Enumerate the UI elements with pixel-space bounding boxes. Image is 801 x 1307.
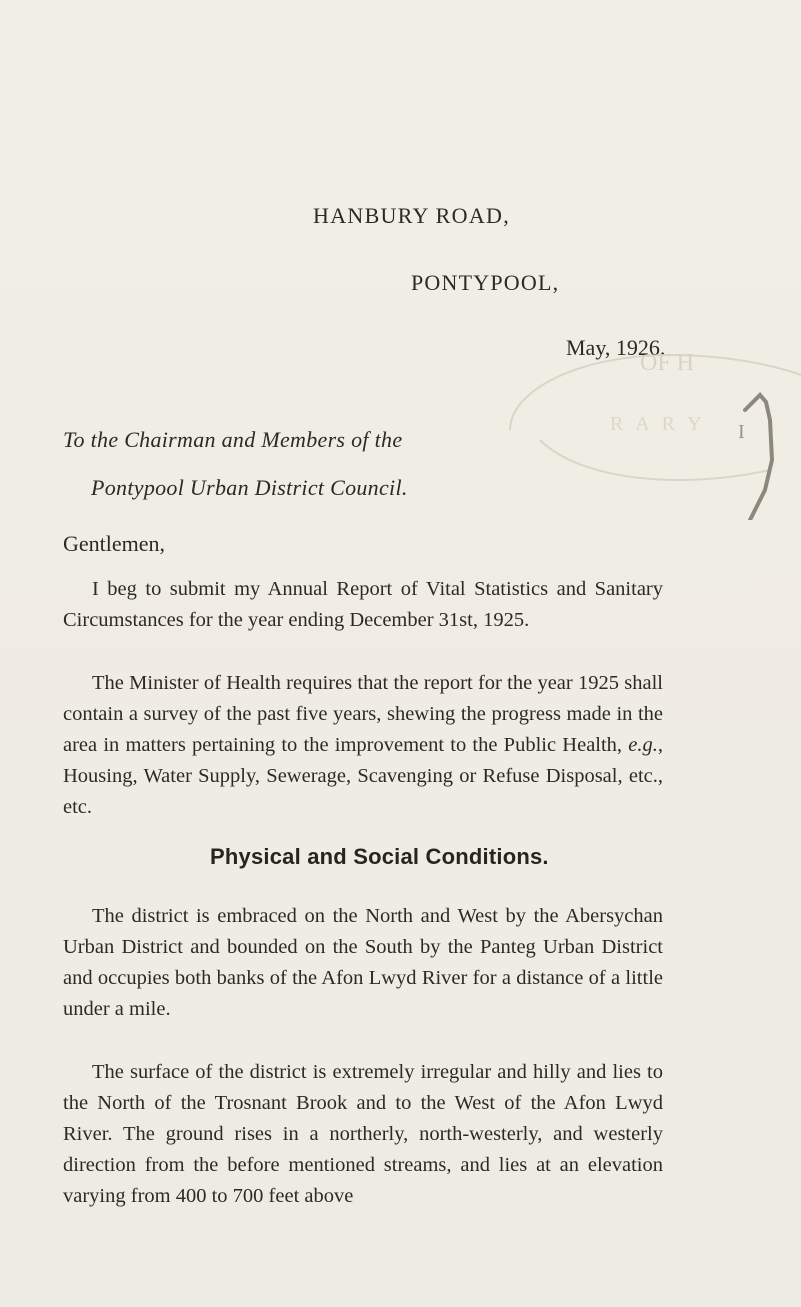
library-stamp [470, 330, 801, 520]
paragraph-text: The surface of the district is extremely irregular and hilly and lies to the North of the Trosnant Brook and to the West of the Afon Lwyd River. The ground rises in a northerly, north-westerly, and westerly direction from the before mentioned streams, and lies at an elevation varying from 400 to 700 feet above [63, 1061, 663, 1207]
paragraph-text [63, 668, 663, 823]
paragraph-text-eg: e.g. [628, 734, 658, 756]
address-line-street: HANBURY ROAD, [313, 203, 510, 228]
stamp-text-mid: R A R Y [610, 413, 706, 435]
salutation: Gentlemen, [63, 531, 166, 556]
paragraph-text: The district is embraced on the North and West by the Abersychan Urban District and bounded on the South by the Panteg Urban District and occupies both banks of the Afon Lwyd River for a distance of a little under a mile. [63, 905, 663, 1020]
paragraph-minister-requirements [63, 668, 663, 823]
paragraph-text: I beg to submit my Annual Report of Vital Statistics and Sanitary Circumstances for the year ending December 31st, 1925. [63, 578, 663, 631]
paragraph-text-start: The Minister of Health requires that the report for the year 1925 shall contain a survey of the past five years, shewing the progress made in the area in matters pertaining to the improvement to the Public Health, [63, 672, 663, 756]
address-line-town: PONTYPOOL, [411, 270, 560, 295]
letter-date: May, 1926. [566, 335, 666, 360]
recipient-line-2: Pontypool Urban District Council. [91, 475, 408, 500]
paragraph-district-boundaries [63, 901, 663, 1025]
stamp-text-top: OF H [640, 350, 695, 376]
recipient-line-1: To the Chairman and Members of the [63, 427, 403, 452]
stamp-edge-letter: I [738, 421, 745, 443]
paragraph-district-surface [63, 1057, 663, 1212]
paragraph-text-end: , Housing, Water Supply, Sewerage, Scavenging or Refuse Disposal, etc., etc. [63, 734, 663, 818]
paragraph-report-intro [63, 574, 663, 636]
section-heading: Physical and Social Conditions. [210, 844, 549, 869]
